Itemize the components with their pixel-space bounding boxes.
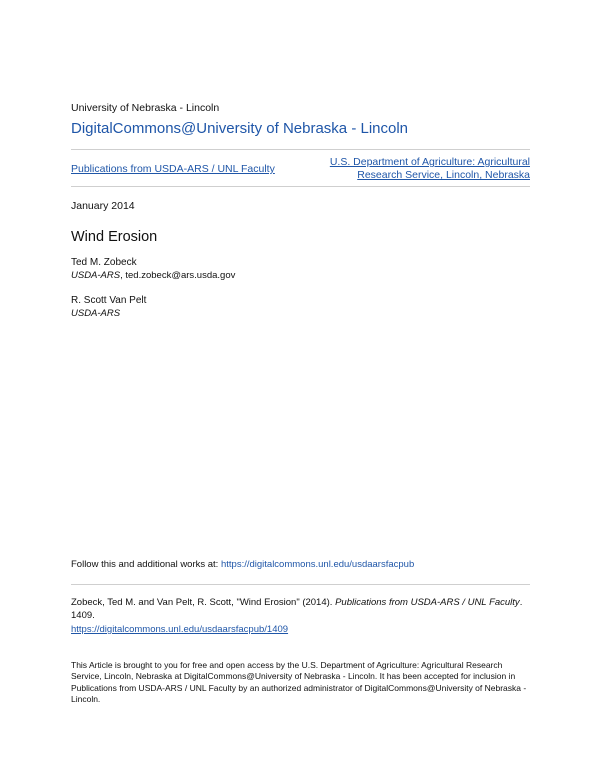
affiliation-text: USDA-ARS	[71, 270, 121, 281]
publication-date: January 2014	[71, 200, 135, 212]
author-name: R. Scott Van Pelt	[71, 295, 147, 306]
citation-number: . 1409.	[71, 597, 523, 621]
follow-text: Follow this and additional works at:	[71, 559, 221, 570]
author-affiliation	[71, 270, 235, 281]
top-divider	[71, 149, 530, 150]
author-affiliation	[71, 308, 146, 319]
department-link[interactable]: U.S. Department of Agriculture: Agricultural Research Service, Lincoln, Nebraska	[329, 156, 530, 181]
article-title: Wind Erosion	[71, 229, 158, 245]
access-notice: This Article is brought to you for free and open access by the U.S. Department of Agriculture: Agricultural Research Service, Lincoln, Nebraska at DigitalCommons@University of Nebraska - Lincoln. It has been accepted for inclusion in Publications from USDA-ARS / UNL Faculty by an authorized administrator of DigitalCommons@University of Nebraska - Lincoln.	[71, 660, 527, 704]
citation-series: Publications from USDA-ARS / UNL Faculty	[335, 597, 520, 608]
author-email: , ted.zobeck@ars.usda.gov	[120, 270, 236, 281]
collection-link[interactable]: https://digitalcommons.unl.edu/usdaarsfacpub	[220, 559, 415, 570]
series-link[interactable]: Publications from USDA-ARS / UNL Faculty	[71, 163, 275, 175]
citation-divider	[71, 584, 530, 585]
follow-line	[71, 559, 414, 570]
institution-name: University of Nebraska - Lincoln	[71, 102, 220, 114]
affiliation-text: USDA-ARS	[71, 308, 121, 319]
recommended-citation	[71, 597, 533, 622]
author-block-1	[71, 257, 235, 281]
breadcrumb-divider	[71, 186, 530, 187]
repository-title-link[interactable]: DigitalCommons@University of Nebraska - Lincoln	[71, 120, 409, 137]
author-name: Ted M. Zobeck	[71, 257, 137, 268]
citation-text: Zobeck, Ted M. and Van Pelt, R. Scott, "Wind Erosion" (2014).	[71, 597, 336, 608]
author-block-2	[71, 295, 146, 319]
article-link[interactable]: https://digitalcommons.unl.edu/usdaarsfacpub/1409	[71, 624, 289, 635]
